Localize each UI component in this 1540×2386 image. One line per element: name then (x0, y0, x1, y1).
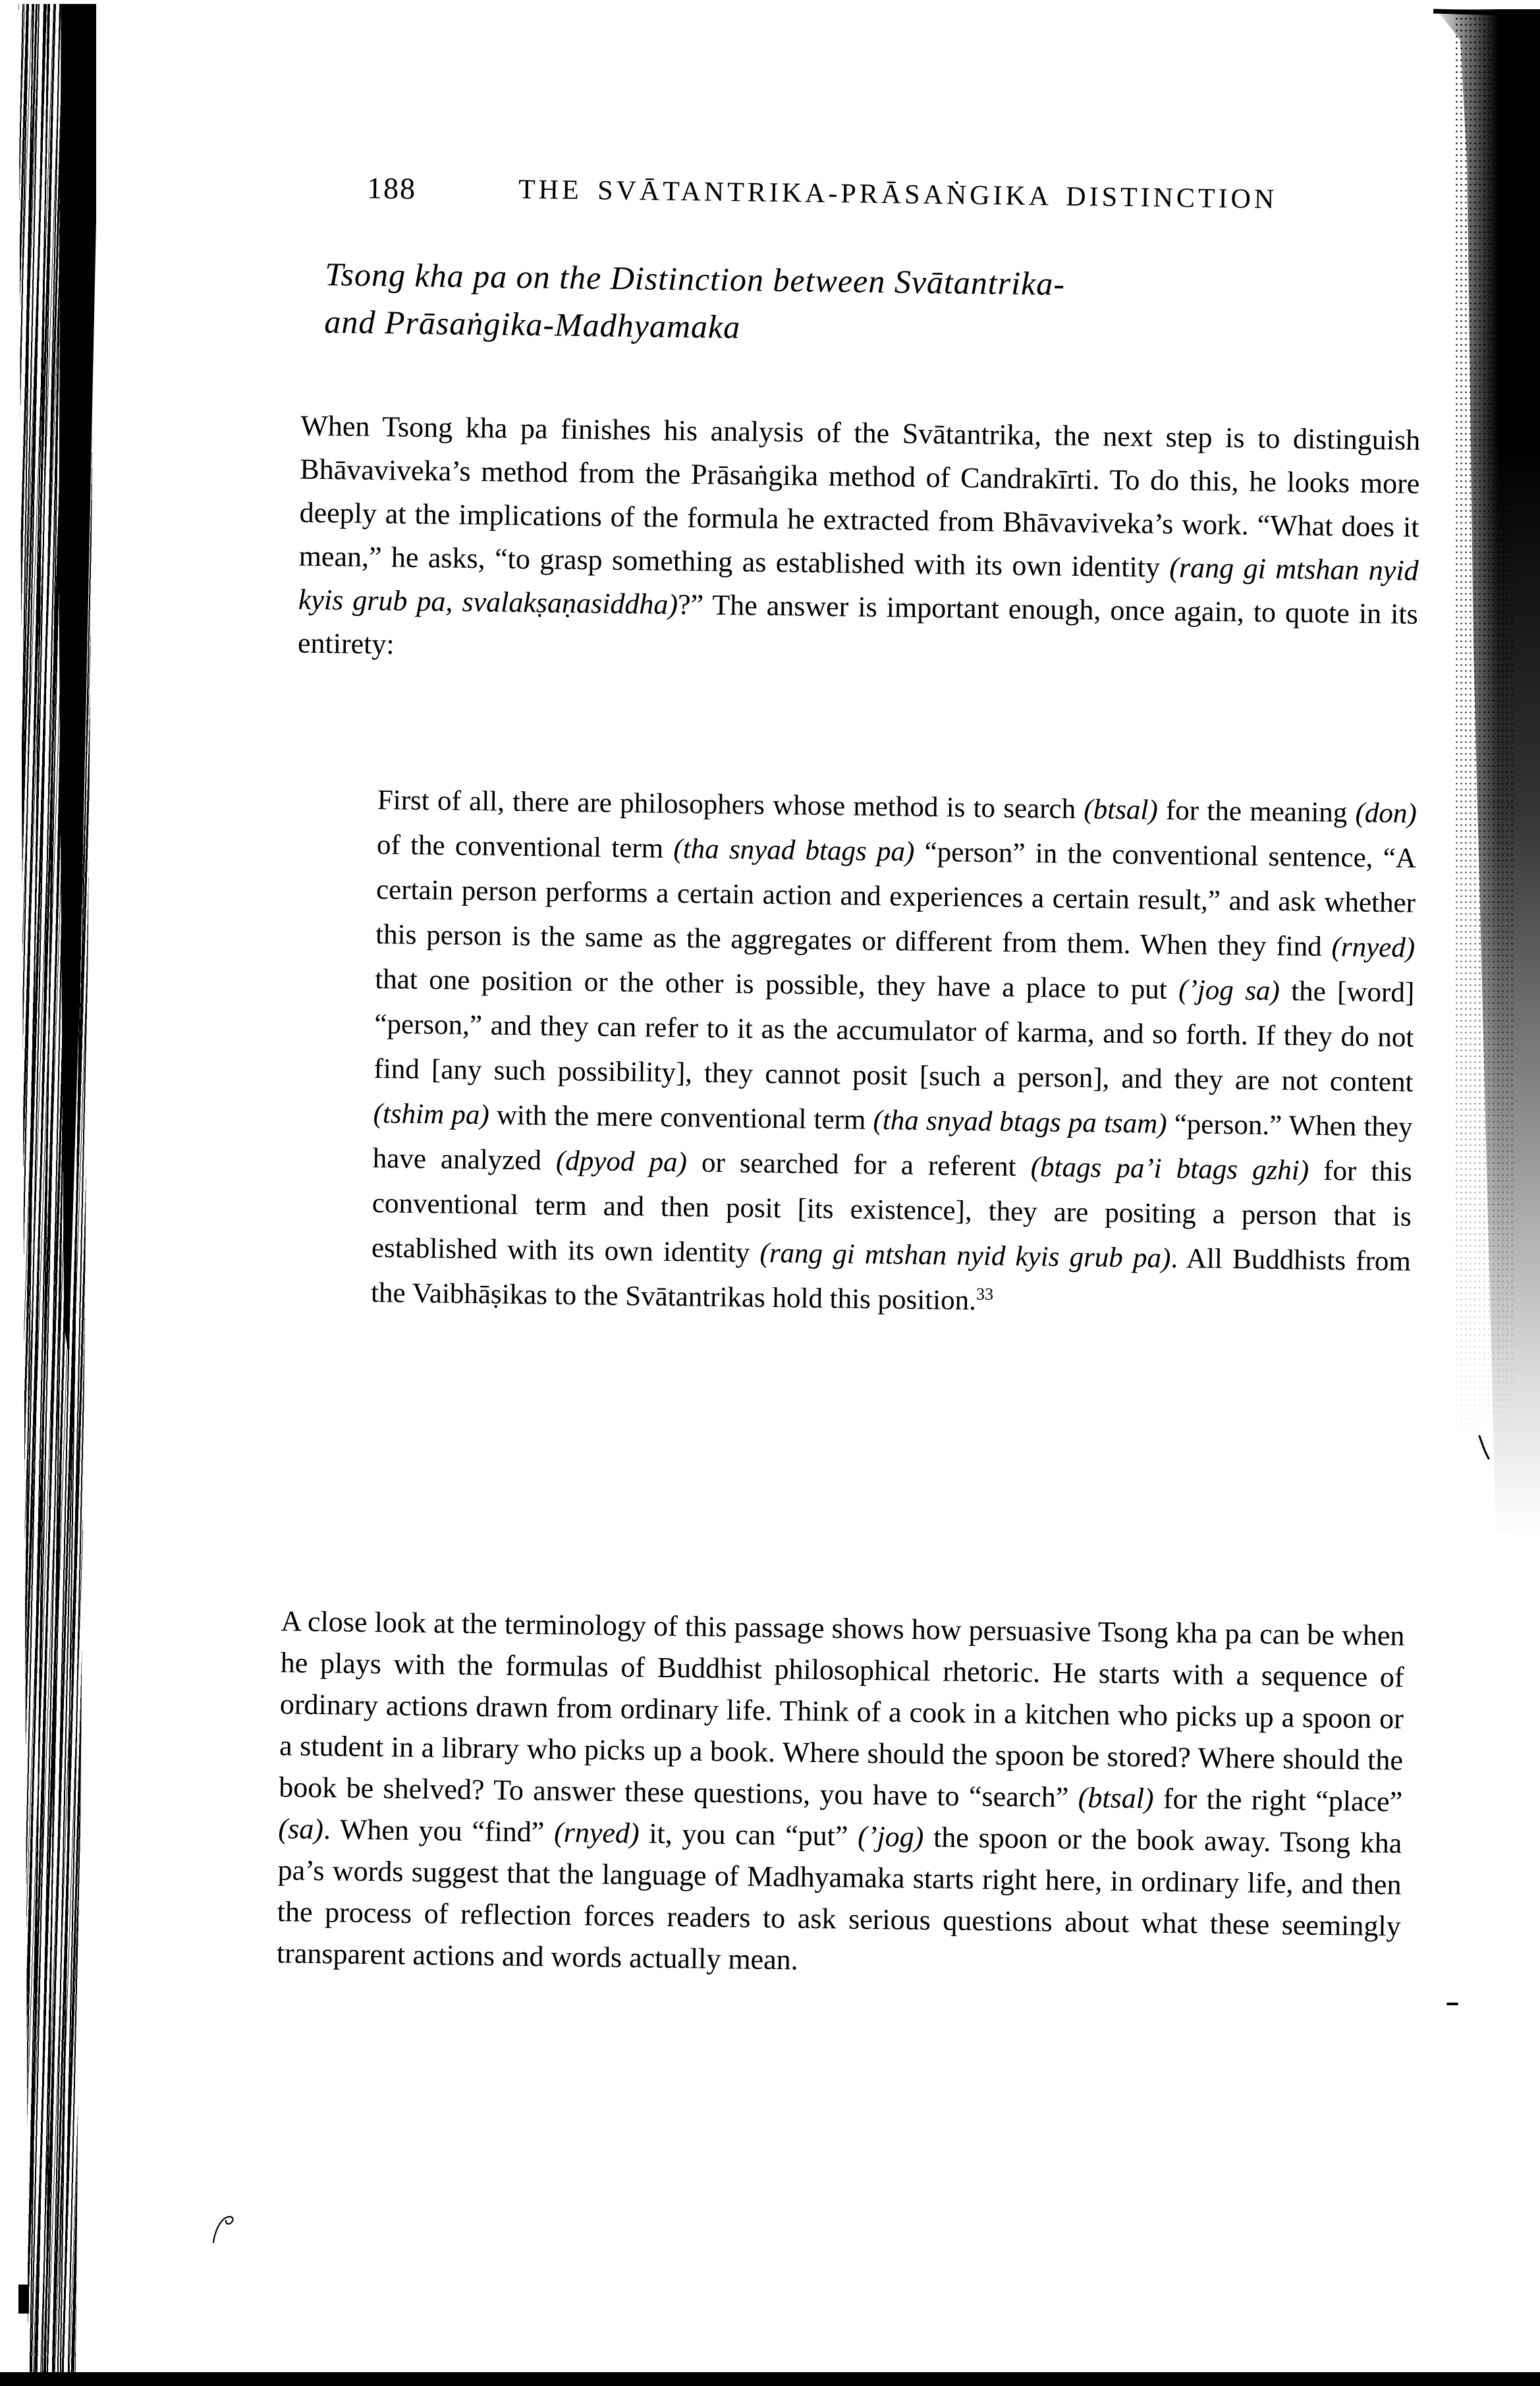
section-title-line-2: and Prāsaṅgika-Madhyamaka (324, 302, 741, 346)
binding-foot-mark (18, 2285, 29, 2314)
analysis-paragraph: A close look at the terminology of this passage shows how persuasive Tsong kha pa can be when he plays with the formulas of Buddhist philosophical rhetoric. He starts with a sequence of ordinary actions drawn from ordinary life. Think of a cook in a kitchen who picks up a spoon or a student in a library who picks up a book. Where should the spoon be stored? Where should the book be shelved? To answer these questions, you have to “search” (btsal) for the right “place” (sa). When you “find” (rnyed) it, you can “put” (’jog) the spoon or the book away. Tsong kha pa’s words suggest that the language of Madhyamaka starts right here, in ordinary life, and then the process of reflection forces readers to ask serious questions about what these seemingly transparent actions and words actually mean. (276, 1605, 1405, 1976)
intro-paragraph: When Tsong kha pa finishes his analysis of the Svātantrika, the next step is to distinguish Bhāvaviveka’s method from the Prāsaṅgika method of Candrakīrti. To do this, he looks more deeply at the implications of the formula he extracted from Bhāvaviveka’s work. “What does it mean,” he asks, “to grasp something as established with its own identity (rang gi mtshan nyid kyis grub pa, svalakṣaṇasiddha)?” The answer is important enough, once again, to quote in its entirety: (297, 409, 1421, 661)
page-header (299, 165, 1427, 233)
page-content (273, 165, 1427, 2222)
block-quote: First of all, there are philosophers whose method is to search (btsal) for the meaning (don) of the conventional term (tha snyad btags pa) “person” in the conventional sentence, “A certain person performs a certain action and experiences a certain result,” and ask whether this person is the same as the aggregates or different from them. When they find (rnyed) that one position or the other is possible, they have a place to put (’jog sa) the [word] “person,” and they can refer to it as the accumulator of karma, and so forth. If they do not find [any such possibility], they cannot posit [such a person], and they are not content (tshim pa) with the mere conventional term (tha snyad btags pa tsam) “person.” When they have analyzed (dpyod pa) or searched for a referent (btags pa’i btags gzhi) for this conventional term and then posit [its existence], they are positing a person that is established with its own identity (rang gi mtshan nyid kyis grub pa). All Buddhists from the Vaibhāṣikas to the Svātantrikas hold this position.$^{33}$ (370, 785, 1417, 1317)
section-title-line-1: Tsong kha pa on the Distinction between Svātantrika- (325, 255, 1066, 302)
page-curl-dither (1454, 16, 1514, 1465)
running-head: THE SVĀTANTRIKA-PRĀSAṄGIKA DISTINCTION (518, 174, 1278, 215)
scanner-edge-bar (0, 2372, 1540, 2386)
page-number: 188 (366, 171, 417, 206)
pencil-squiggle-mark (209, 2212, 238, 2246)
margin-tick-mark (1474, 1433, 1494, 1461)
section-title (324, 250, 1065, 355)
stray-dash-mark (1446, 2003, 1458, 2005)
